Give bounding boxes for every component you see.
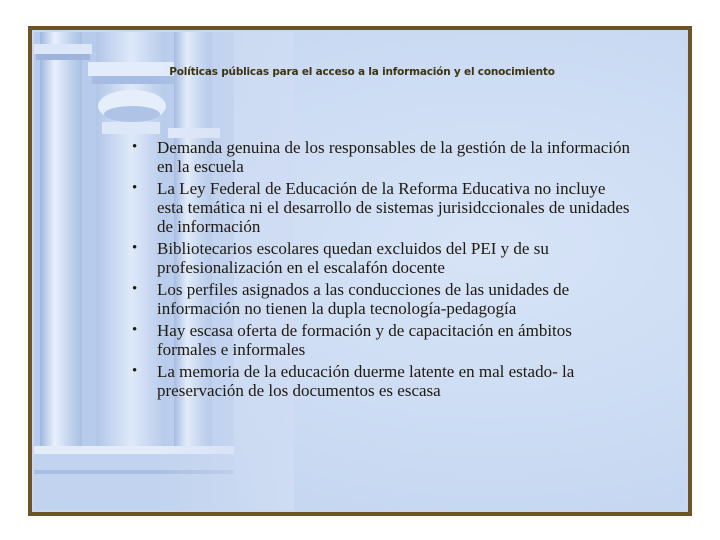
bullet-text: Los perfiles asignados a las conducciones de las unidades de información no tienen la dupla tecnología-pedagogía: [157, 280, 570, 318]
bullet-dot-icon: •: [132, 180, 138, 196]
bullet-item: [132, 362, 632, 400]
bullet-dot-icon: •: [132, 240, 138, 256]
bullet-dot-icon: •: [132, 363, 138, 379]
bullet-item: [132, 138, 632, 176]
bullet-dot-icon: •: [132, 281, 138, 297]
bullet-text: Bibliotecarios escolares quedan excluidos del PEI y de su profesionalización en el escalafón docente: [157, 239, 549, 277]
slide-background: [34, 32, 686, 510]
bullet-item: [132, 239, 632, 277]
bullet-list: [132, 138, 632, 403]
bullet-dot-icon: •: [132, 139, 138, 155]
bullet-text: La Ley Federal de Educación de la Reforma Educativa no incluye esta temática ni el desarrollo de sistemas jurisidccionales de unidades de información: [157, 179, 630, 236]
bullet-item: [132, 280, 632, 318]
bullet-text: Hay escasa oferta de formación y de capacitación en ámbitos formales e informales: [157, 321, 572, 359]
bullet-item: [132, 179, 632, 236]
bullet-text: Demanda genuina de los responsables de la gestión de la información en la escuela: [157, 138, 631, 176]
slide-frame: [28, 26, 692, 516]
bullet-item: [132, 321, 632, 359]
slide-title: Políticas públicas para el acceso a la información y el conocimiento: [169, 66, 555, 78]
bullet-dot-icon: •: [132, 322, 138, 338]
bullet-text: La memoria de la educación duerme latente en mal estado- la preservación de los documentos es escasa: [157, 362, 575, 400]
